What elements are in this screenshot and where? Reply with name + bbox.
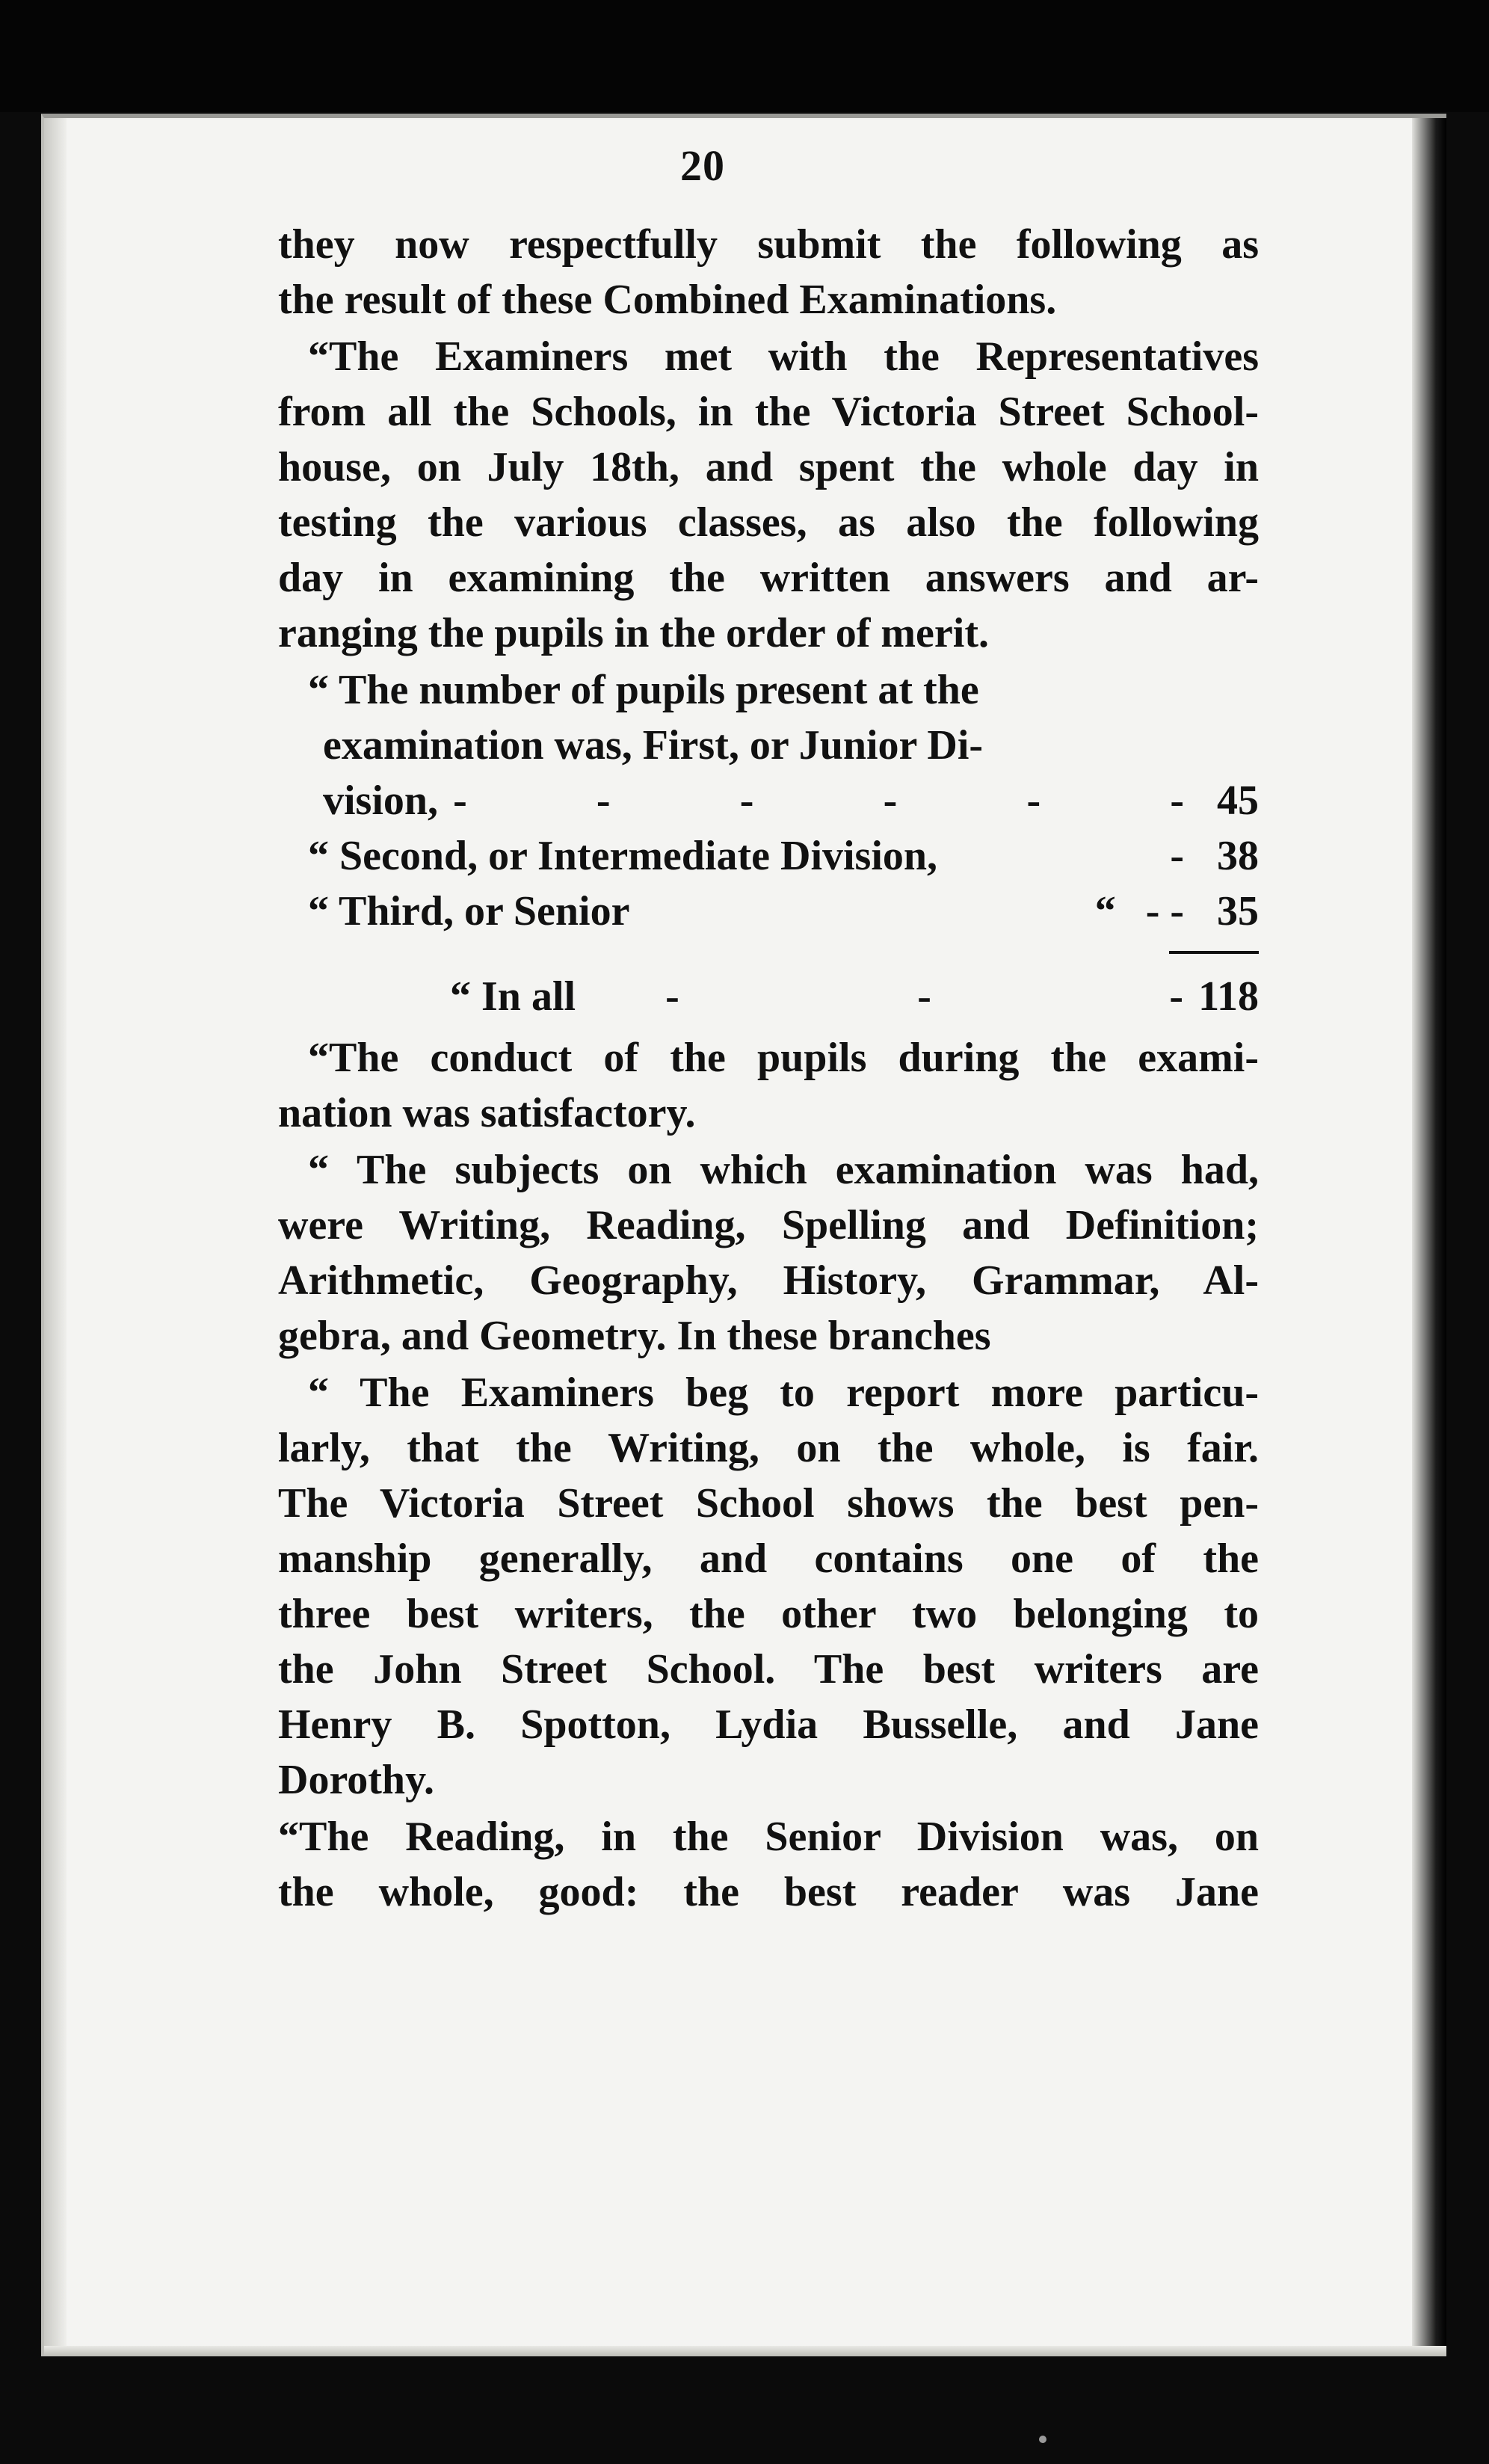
text-line: “ The Examiners beg to report more particu- (308, 1370, 1259, 1416)
tally-row-second (278, 828, 1259, 884)
text-line: Arithmetic, Geography, History, Grammar, Al- (278, 1257, 1259, 1304)
text-line: house, on July 18th, and spent the whole day in (278, 444, 1259, 490)
tally-row-third (278, 884, 1259, 939)
pupil-count-tally (278, 662, 1259, 1024)
paragraph-subjects (278, 1142, 1259, 1364)
text-line: “ The subjects on which examination was had, (308, 1147, 1259, 1193)
tally-value: 38 (1217, 833, 1259, 879)
tally-value: 45 (1217, 777, 1259, 824)
tally-value: 35 (1217, 888, 1259, 934)
paragraph-writing (278, 1365, 1259, 1808)
paragraph-examiners-met (278, 329, 1259, 661)
text-line: the John Street School. The best writers are (278, 1646, 1259, 1693)
tally-total-value: 118 (1198, 973, 1259, 1020)
text-line: manship generally, and contains one of the (278, 1536, 1259, 1582)
tally-leader-dashes: - (1170, 833, 1184, 879)
text-line: “The conduct of the pupils during the exami- (308, 1035, 1259, 1081)
sum-rule-line (278, 939, 1259, 964)
text-line: “The Examiners met with the Representatives (308, 333, 1259, 380)
text-line: “The Reading, in the Senior Division was, on (278, 1814, 1259, 1860)
tally-leader-dashes: - - - - - - (453, 777, 1184, 824)
tally-label: vision, (323, 777, 439, 824)
tally-row-first (278, 773, 1259, 828)
paragraph-continuation (278, 217, 1259, 327)
tally-intro-line: examination was, First, or Junior Di- (323, 722, 984, 769)
text-line: Henry B. Spotton, Lydia Busselle, and Jane (278, 1701, 1259, 1748)
text-line: nation was satisfactory. (278, 1090, 696, 1136)
tally-dashes: - - (1145, 888, 1184, 934)
text-line: The Victoria Street School shows the best pen- (278, 1480, 1259, 1527)
page-number: 20 (680, 141, 725, 190)
page-outer-edge (1412, 118, 1446, 2356)
paragraph-reading (278, 1809, 1259, 1920)
tally-leader-dashes: - - - (665, 973, 1184, 1020)
scan-speck (1039, 2436, 1046, 2443)
text-line: the whole, good: the best reader was Jane (278, 1869, 1259, 1915)
tally-label: “ Third, or Senior (308, 888, 630, 934)
text-line: the result of these Combined Examinations. (278, 277, 1057, 323)
text-line: Dorothy. (278, 1757, 434, 1803)
text-line: gebra, and Geometry. In these branches (278, 1313, 991, 1359)
tally-label: “ In all (450, 973, 576, 1020)
tally-intro-line: “ The number of pupils present at the (308, 667, 979, 713)
page-body-text (278, 217, 1259, 1920)
scan-background-top (0, 0, 1489, 112)
tally-leader-dashes (629, 884, 1199, 939)
tally-label: “ Second, or Intermediate Division, (308, 833, 938, 879)
page-binding-edge (44, 118, 67, 2356)
page-bottom-edge (44, 2346, 1446, 2356)
tally-row-total (278, 969, 1259, 1024)
text-line: larly, that the Writing, on the whole, is fair. (278, 1425, 1259, 1471)
text-line: testing the various classes, as also the following (278, 499, 1259, 546)
text-line: ranging the pupils in the order of merit. (278, 610, 989, 656)
text-line: they now respectfully submit the following as (278, 221, 1259, 268)
text-line: from all the Schools, in the Victoria Street School- (278, 389, 1259, 435)
text-line: were Writing, Reading, Spelling and Definition; (278, 1202, 1259, 1248)
ditto-mark: “ (1094, 888, 1116, 934)
text-line: three best writers, the other two belonging to (278, 1591, 1259, 1637)
text-line: day in examining the written answers and ar- (278, 555, 1259, 601)
paragraph-conduct (278, 1030, 1259, 1141)
